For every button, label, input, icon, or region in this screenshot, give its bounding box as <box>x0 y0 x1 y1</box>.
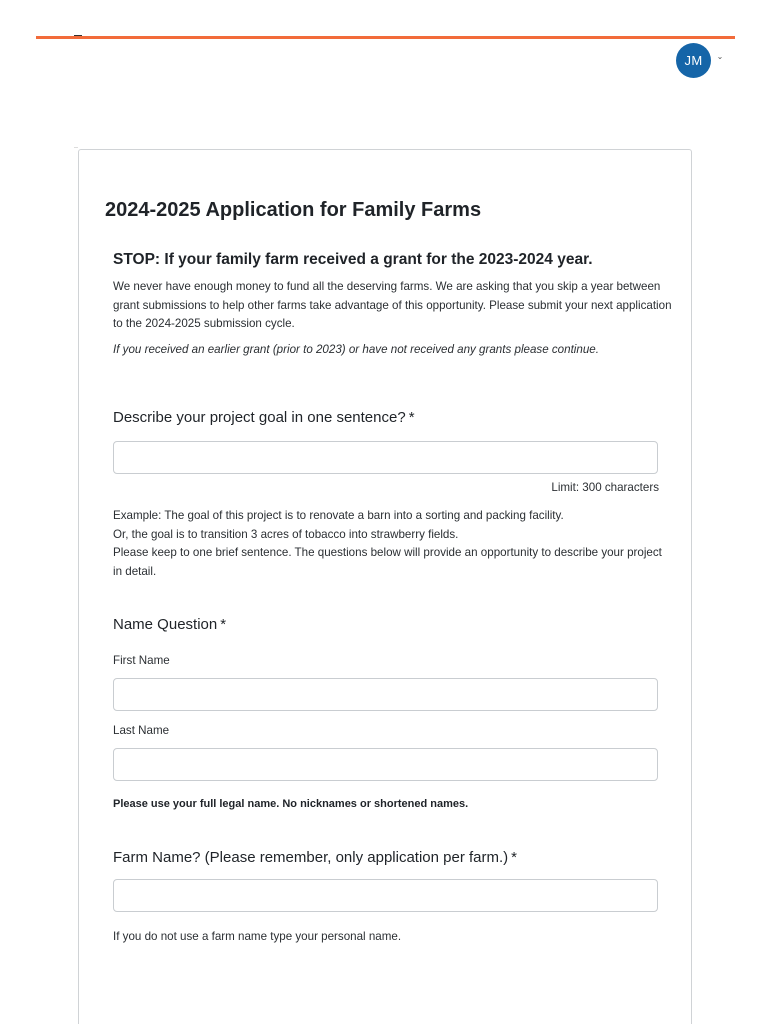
form-card <box>78 149 692 1024</box>
farm-name-hint: If you do not use a farm name type your personal name. <box>113 930 402 943</box>
farm-name-question-text: Farm Name? (Please remember, only application per farm.) <box>113 849 509 866</box>
required-mark: * <box>408 409 415 426</box>
header-accent-line <box>36 36 735 39</box>
farm-name-input[interactable] <box>113 879 658 912</box>
last-name-label: Last Name <box>113 724 170 737</box>
project-goal-input[interactable] <box>113 441 658 474</box>
example-line-2: Or, the goal is to transition 3 acres of tobacco into strawberry fields. <box>113 527 459 541</box>
character-limit: Limit: 300 characters <box>551 481 659 494</box>
stop-italic-note: If you received an earlier grant (prior to 2023) or have not received any grants please continue. <box>113 343 599 356</box>
example-line-3: Please keep to one brief sentence. The questions below will provide an opportunity to describe your project in detail. <box>113 546 662 578</box>
goal-example <box>113 507 673 581</box>
user-avatar[interactable]: JM <box>676 43 711 78</box>
last-name-input[interactable] <box>113 748 658 781</box>
farm-name-question-label <box>113 849 517 866</box>
required-mark: * <box>511 849 517 866</box>
name-question-text: Name Question <box>113 616 218 633</box>
required-mark: * <box>220 616 227 633</box>
goal-question-text: Describe your project goal in one sentence? <box>113 409 406 426</box>
first-name-input[interactable] <box>113 678 658 711</box>
first-name-label: First Name <box>113 654 170 667</box>
example-line-1: Example: The goal of this project is to renovate a barn into a sorting and packing facility. <box>113 509 564 522</box>
stop-body: We never have enough money to fund all the deserving farms. We are asking that you skip a year between grant submissions to help other farms take advantage of this opportunity. Please submit your next application to the 2024-2025 submission cycle. <box>113 280 672 330</box>
form-title: 2024-2025 Application for Family Farms <box>105 199 482 221</box>
corner-mark: ·· <box>74 145 78 151</box>
stop-heading: STOP: If your family farm received a grant for the 2023-2024 year. <box>113 251 593 268</box>
legal-name-note: Please use your full legal name. No nicknames or shortened names. <box>113 798 469 810</box>
chevron-down-icon[interactable]: ⌄ <box>716 52 724 61</box>
name-question-label <box>113 616 226 633</box>
goal-question-label <box>113 409 415 426</box>
